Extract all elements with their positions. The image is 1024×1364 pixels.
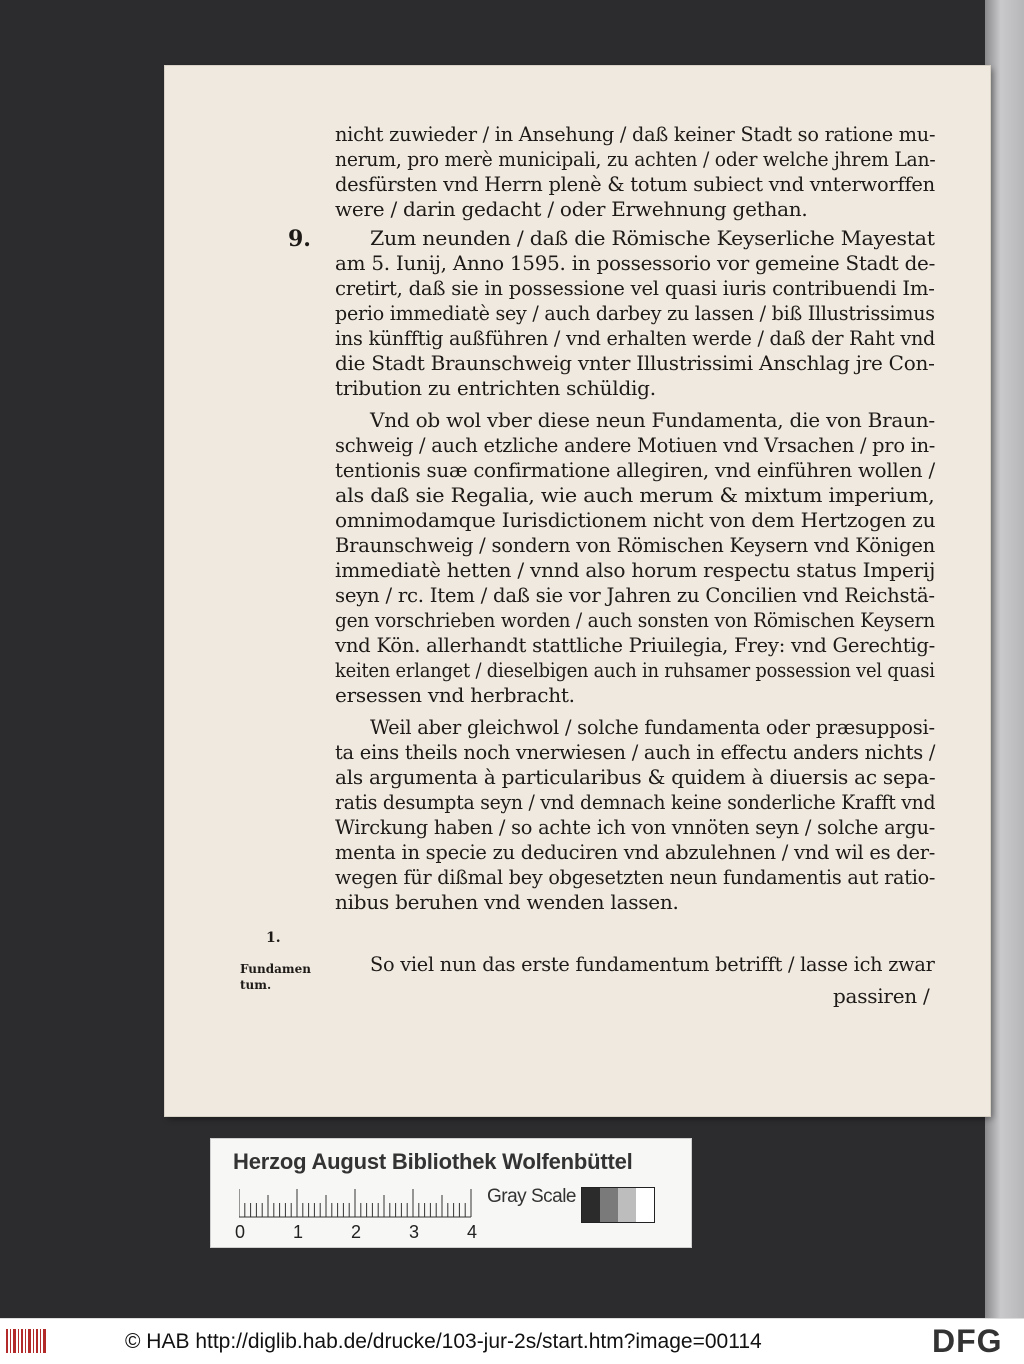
swatch-light-gray <box>618 1188 636 1222</box>
text-line: immediatè hetten / vnnd also horum respectu status Imperij <box>335 558 936 582</box>
margin-note: Fundamen <box>240 962 311 976</box>
text-line: Zum neunden / daß die Römische Keyserliche Mayestat <box>370 226 935 250</box>
text-line: am 5. Iunij, Anno 1595. in possessorio vor gemeine Stadt de- <box>335 251 936 275</box>
scale-number: 0 <box>235 1222 246 1242</box>
text-line: menta in specie zu deduciren vnd abzulehnen / vnd wil es der- <box>335 840 936 864</box>
catchword: passiren / <box>833 984 930 1008</box>
text-line: als daß sie Regalia, wie auch merum & mixtum imperium, <box>335 483 935 507</box>
scale-number: 3 <box>409 1222 420 1242</box>
text-line: Wirckung haben / so achte ich von vnnöten seyn / solche argu- <box>335 815 936 839</box>
text-line: ins künfftig außführen / vnd erhalten werde / daß der Raht vnd <box>335 326 936 350</box>
text-line: ratis desumpta seyn / vnd demnach keine sonderliche Krafft vnd <box>335 790 936 814</box>
text-line: gen vorschrieben worden / auch sonsten von Römischen Keysern <box>335 608 935 632</box>
text-line: wegen für dißmal bey obgesetzten neun fundamentis aut ratio- <box>335 865 936 889</box>
text-line: Weil aber gleichwol / solche fundamenta oder præsupposi- <box>370 715 935 739</box>
scale-number: 2 <box>351 1222 362 1242</box>
gray-scale-label: Gray Scale <box>487 1186 576 1207</box>
text-line: ta eins theils noch vnerwiesen / auch in effectu anders nichts / <box>335 740 936 764</box>
book-edge <box>985 0 1024 1318</box>
text-line: tentionis suæ confirmatione allegiren, vnd einführen wollen / <box>335 458 935 482</box>
scale-number: 1 <box>293 1222 304 1242</box>
text-line: schweig / auch etzliche andere Motiuen vnd Vrsachen / pro in- <box>335 433 936 457</box>
text-line: seyn / rc. Item / daß sie vor Jahren zu Concilien vnd Reichstä- <box>335 583 935 607</box>
text-line: perio immediatè sey / auch darbey zu lassen / biß Illustrissimus <box>335 301 935 325</box>
text-line: Vnd ob wol vber diese neun Fundamenta, die von Braun- <box>370 408 935 432</box>
text-line: nerum, pro merè municipali, zu achten / oder welche jhrem Lan- <box>335 147 936 171</box>
color-scale-card <box>210 1138 692 1248</box>
margin-number: 1. <box>266 930 281 946</box>
text-line: Braunschweig / sondern von Römischen Keysern vnd Königen <box>335 533 935 557</box>
text-line: desfürsten vnd Herrn plenè & totum subiect vnd vnterworffen <box>335 172 935 196</box>
text-line: als argumenta à particularibus & quidem à diuersis ac sepa- <box>335 765 936 789</box>
text-line: nicht zuwieder / in Ansehung / daß keiner Stadt so ratione mu- <box>335 122 936 146</box>
barcode-icon <box>6 1327 48 1355</box>
section-number: 9. <box>288 226 311 252</box>
text-line: vnd Kön. allerhandt stattliche Priuilegia, Frey: vnd Gerechtig- <box>335 633 936 657</box>
scale-number: 4 <box>467 1222 478 1242</box>
text-line: omnimodamque Iurisdictionem nicht von dem Hertzogen zu <box>335 508 936 532</box>
text-line: keiten erlanget / dieselbigen auch in ruhsamer possession vel quasi <box>335 658 935 682</box>
text-line: So viel nun das erste fundamentum betrifft / lasse ich zwar <box>370 952 935 976</box>
ruler <box>239 1189 479 1219</box>
text-line: nibus beruhen vnd wenden lassen. <box>335 890 679 914</box>
footer-url[interactable]: © HAB http://diglib.hab.de/drucke/103-jur-2s/start.htm?image=00114 <box>125 1330 762 1353</box>
swatch-dark-gray <box>600 1188 618 1222</box>
text-line: tribution zu entrichten schüldig. <box>335 376 656 400</box>
text-line: cretirt, daß sie in possessione vel quasi iuris contribuendi Im- <box>335 276 935 300</box>
dfg-logo: DFG <box>932 1323 1003 1359</box>
gray-swatches <box>581 1187 655 1223</box>
text-line: die Stadt Braunschweig vnter Illustrissimi Anschlag jre Con- <box>335 351 935 375</box>
swatch-white <box>636 1188 654 1222</box>
text-line: ersessen vnd herbracht. <box>335 683 575 707</box>
footer-bar <box>0 1318 1024 1364</box>
text-line: were / darin gedacht / oder Erwehnung gethan. <box>335 197 808 221</box>
page-text <box>165 66 990 1116</box>
document-page <box>165 66 990 1116</box>
swatch-black <box>582 1188 600 1222</box>
margin-note: tum. <box>240 978 272 992</box>
library-name: Herzog August Bibliothek Wolfenbüttel <box>233 1149 633 1174</box>
